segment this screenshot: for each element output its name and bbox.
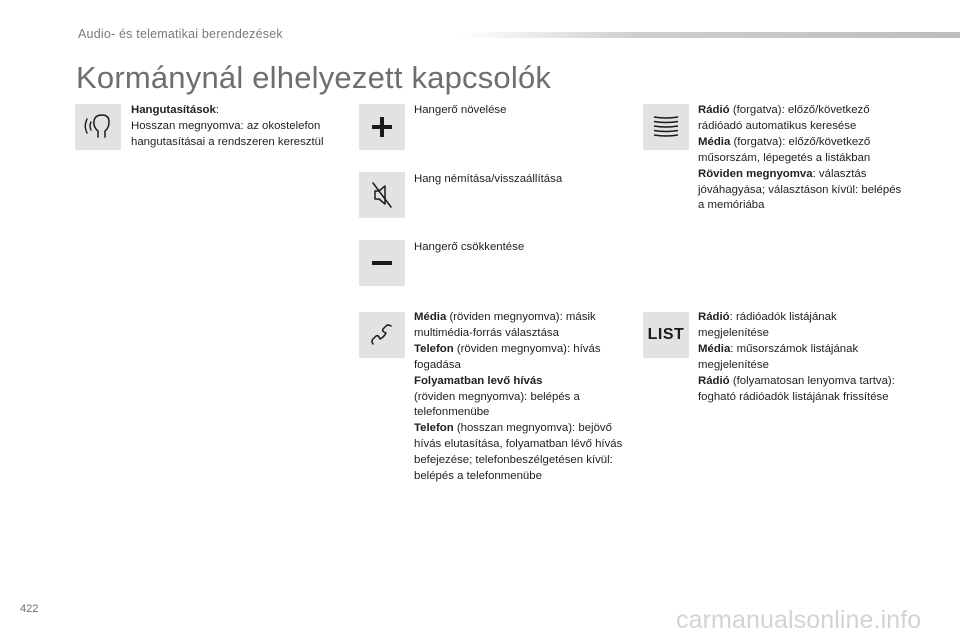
page-number: 422 — [20, 603, 39, 615]
list-button-icon — [643, 312, 689, 358]
section-header: Audio- és telematikai berendezések — [78, 27, 283, 41]
mute-description: Hang némítása/visszaállítása — [414, 173, 563, 185]
mute-speaker-icon — [359, 172, 405, 218]
volume-down-description: Hangerő csökkentése — [414, 241, 525, 253]
header-rule — [460, 32, 960, 38]
voice-command-icon — [75, 104, 121, 150]
minus-icon — [359, 240, 405, 286]
voice-command-description: Hangutasítások: Hosszan megnyomva: az okostelefon hangutasításai a rendszeren keresztül — [131, 104, 324, 148]
list-button-label: LIST — [647, 326, 685, 343]
volume-up-button-icon — [359, 104, 405, 150]
phone-handset-icon — [359, 312, 405, 358]
list-description: Rádió: rádióadók listájának megjelenítése Média: műsorszámok listájának megjelenítése Rádió (folyamatosan lenyomva tartva): fogható rádióadók listájának frissítése — [698, 311, 895, 403]
phone-media-description: Média (röviden megnyomva): másik multimédia-forrás választása Telefon (röviden megnyomva): hívás fogadása Folyamatban levő hívás (röviden megnyomva): belépés a telefonmenübe Telefon (hosszan megnyomva): bejövő hívás elutasítása, folyamatban lévő hívás befejezése; telefonbeszélgetésen kívül: belépés a telefonmenübe — [414, 311, 623, 483]
page-title: Kormánynál elhelyezett kapcsolók — [76, 60, 552, 95]
watermark: carmanualsonline.info — [676, 606, 922, 634]
scroll-wheel-icon — [643, 104, 689, 150]
volume-up-description: Hangerő növelése — [414, 104, 507, 116]
scroll-wheel-description: Rádió (forgatva): előző/következő rádióadó automatikus keresése Média (forgatva): előző/következő műsorszám, lépegetés a listákban Röviden megnyomva: választás jóváhagyása; választáson kívül: belépés a memóriába — [698, 104, 902, 212]
